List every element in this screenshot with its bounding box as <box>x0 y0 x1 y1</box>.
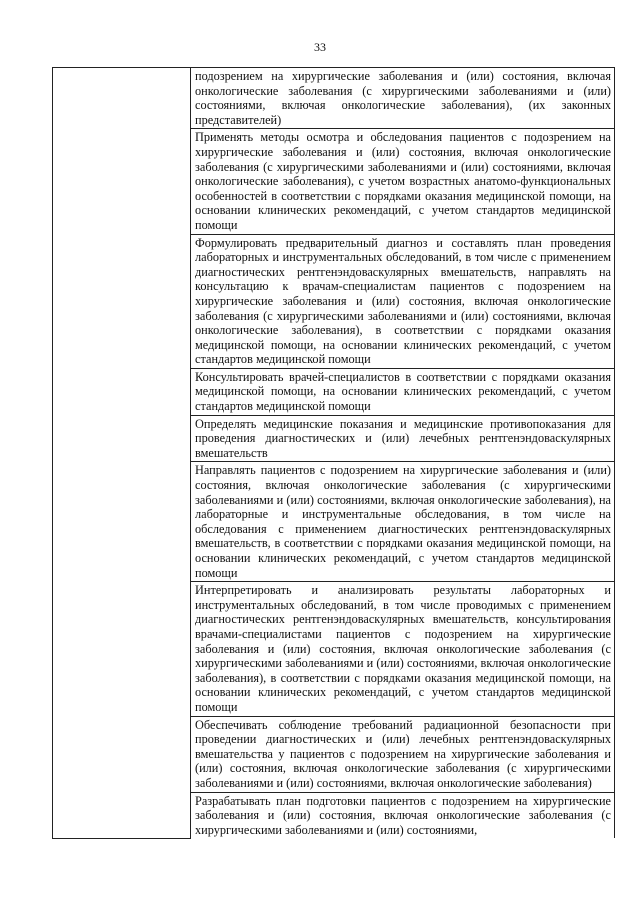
table-cell <box>191 716 615 792</box>
left-label-cell <box>53 68 191 839</box>
table-cell <box>191 582 615 716</box>
cell-text: Консультировать врачей-специалистов в соответствии с порядками оказания медицинской помощи, на основании клинических рекомендаций, с учетом стандартов медицинской помощи <box>195 369 611 414</box>
cell-text: подозрением на хирургические заболевания и (или) состояния, включая онкологические заболевания (с хирургическими заболеваниями и (или) состояниями, включая онкологические заболевания), (их законных представителей) <box>195 69 611 127</box>
cell-text: Определять медицинские показания и медицинские противопоказания для проведения диагностических и (или) лечебных рентгенэндоваскулярных вмешательств <box>195 416 611 460</box>
cell-text: Интерпретировать и анализировать результаты лабораторных и инструментальных обследований, в том числе проводимых с применением диагностических рентгенэндоваскулярных вмешательств, консультирования врачами-специалистами пациентов с подозрением на хирургические заболевания и (или) состояния, включая онкологические заболевания (с хирургическими заболеваниями и (или) состояниями, включая онкологические заболевания), в соответствии с порядками оказания медицинской помощи, на основании клинических рекомендаций, с учетом стандартов медицинской помощи <box>195 583 611 714</box>
table-cell <box>191 415 615 462</box>
requirements-table <box>52 67 615 839</box>
table-cell <box>191 368 615 415</box>
table-cell <box>191 792 615 838</box>
cell-text: Разрабатывать план подготовки пациентов с подозрением на хирургические заболевания и (или) состояния, включая онкологические заболевания (с хирургическими заболеваниями и (или) состояниями, <box>195 793 611 837</box>
cell-text: Применять методы осмотра и обследования пациентов с подозрением на хирургические заболевания и (или) состояния, включая онкологические заболевания (с хирургическими заболеваниями и (или) состояниями, включая онкологические заболевания), с учетом возрастных анатомо-функциональных особенностей в соответствии с порядками оказания медицинской помощи, на основании клинических рекомендаций, с учетом стандартов медицинской помощи <box>195 130 611 232</box>
table-cell <box>191 68 615 129</box>
table-cell <box>191 462 615 582</box>
page-number: 33 <box>314 40 326 54</box>
cell-text: Обеспечивать соблюдение требований радиационной безопасности при проведении диагностических и (или) лечебных рентгенэндоваскулярных вмешательства у пациентов с подозрением на хирургические заболевания и (или) состояния, включая онкологические заболевания (с хирургическими заболеваниями и (или) состояниями, включая онкологические заболевания) <box>195 717 611 790</box>
cell-text: Направлять пациентов с подозрением на хирургические заболевания и (или) состояния, включая онкологические заболевания (с хирургическими заболеваниями и (или) состояниями, включая онкологические заболевания), на лабораторные и инструментальные обследования, в том числе на обследования с применением диагностических рентгенэндоваскулярных вмешательств, в соответствии с порядками оказания медицинской помощи, на основании клинических рекомендаций, с учетом стандартов медицинской помощи <box>195 463 611 580</box>
table-cell <box>191 234 615 368</box>
table-row <box>53 68 615 129</box>
table-cell <box>191 129 615 234</box>
cell-text: Формулировать предварительный диагноз и составлять план проведения лабораторных и инструментальных обследований, в том числе с применением диагностических рентгенэндоваскулярных вмешательств, направлять на консультацию к врачам-специалистам пациентов с подозрением на хирургические заболевания и (или) состояния, включая онкологические заболевания (с хирургическими заболеваниями и (или) состояниями, включая онкологические заболевания), в соответствии с порядками оказания медицинской помощи, на основании клинических рекомендаций, с учетом стандартов медицинской помощи <box>195 235 611 367</box>
